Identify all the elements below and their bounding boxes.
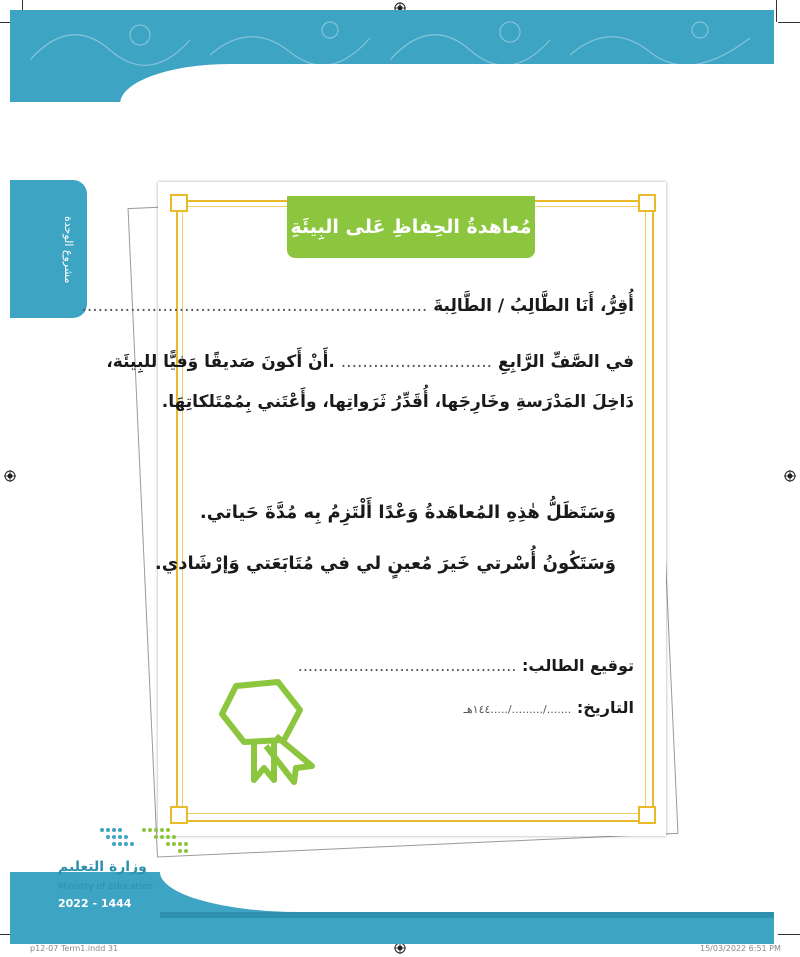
frame-corner bbox=[638, 806, 656, 824]
frame-corner bbox=[170, 194, 188, 212]
award-badge-icon bbox=[214, 676, 326, 788]
signature-blank: ........................................... bbox=[297, 656, 517, 675]
print-timestamp: 15/03/2022 6:51 PM bbox=[700, 944, 781, 953]
file-info: p12-07 Term1.indd 31 bbox=[30, 944, 119, 953]
pledge-line-5: وَسَتَكُونُ أُسْرتي خَيرَ مُعينٍ لي في مُتَابَعَتي وَإرْشَادي. bbox=[154, 553, 616, 574]
banner-curve bbox=[120, 64, 774, 104]
pledge-line-2-start: في الصَّفِّ الرَّابِعِ bbox=[498, 352, 634, 372]
pledge-line-1 bbox=[81, 296, 634, 316]
pledge-line-3: دَاخِلَ المَدْرَسةِ وخَارِجَها، أُقَدِّرُ ثَرَواتِها، وأَعْتَني بِمُمْتَلكاتِهَا. bbox=[161, 392, 634, 412]
signature-row bbox=[298, 656, 634, 675]
pledge-line-2 bbox=[106, 352, 634, 372]
pledge-line-4: وَسَتَظَلُّ هٰذِهِ المُعاهَدةُ وَعْدًا أَلْتَزِمُ بِه مُدَّةَ حَياتي. bbox=[199, 502, 616, 523]
ministry-year: 2022 - 1444 bbox=[58, 897, 132, 910]
ministry-name-ar: وزارة التعليم bbox=[58, 859, 147, 875]
student-name-blank: ................................................................ bbox=[81, 296, 428, 316]
pledge-line-2-end: .أَنْ أَكونَ صَديقًا وَفيًّا للبِيئَة، bbox=[106, 352, 335, 372]
signature-label: توقيع الطالب: bbox=[522, 656, 634, 675]
registration-mark-icon bbox=[4, 470, 16, 482]
bottom-band-curve bbox=[160, 872, 774, 912]
date-blank: ......./........./.....١٤٤هـ bbox=[463, 703, 572, 716]
date-label: التاريخ: bbox=[576, 698, 634, 717]
crop-mark bbox=[776, 0, 777, 22]
ministry-name-en: Ministry of Education bbox=[58, 882, 153, 892]
frame-corner bbox=[638, 194, 656, 212]
crop-mark bbox=[778, 934, 800, 935]
crop-mark bbox=[778, 22, 800, 23]
side-tab-label: مشروع الوحدة bbox=[62, 216, 75, 284]
class-blank: ............................ bbox=[340, 352, 493, 372]
date-row bbox=[464, 698, 634, 717]
frame-corner bbox=[170, 806, 188, 824]
certificate-title: مُعاهدةُ الحِفاظِ عَلى البِيئَةِ bbox=[290, 216, 532, 238]
ministry-logo-icon bbox=[98, 826, 190, 856]
bottom-stripe bbox=[160, 912, 774, 918]
registration-mark-icon bbox=[784, 470, 796, 482]
pledge-line-1-text: أُقِرُّ، أَنَا الطَّالِبُ / الطَّالِبةَ bbox=[433, 296, 634, 316]
banner-pattern bbox=[10, 10, 774, 70]
